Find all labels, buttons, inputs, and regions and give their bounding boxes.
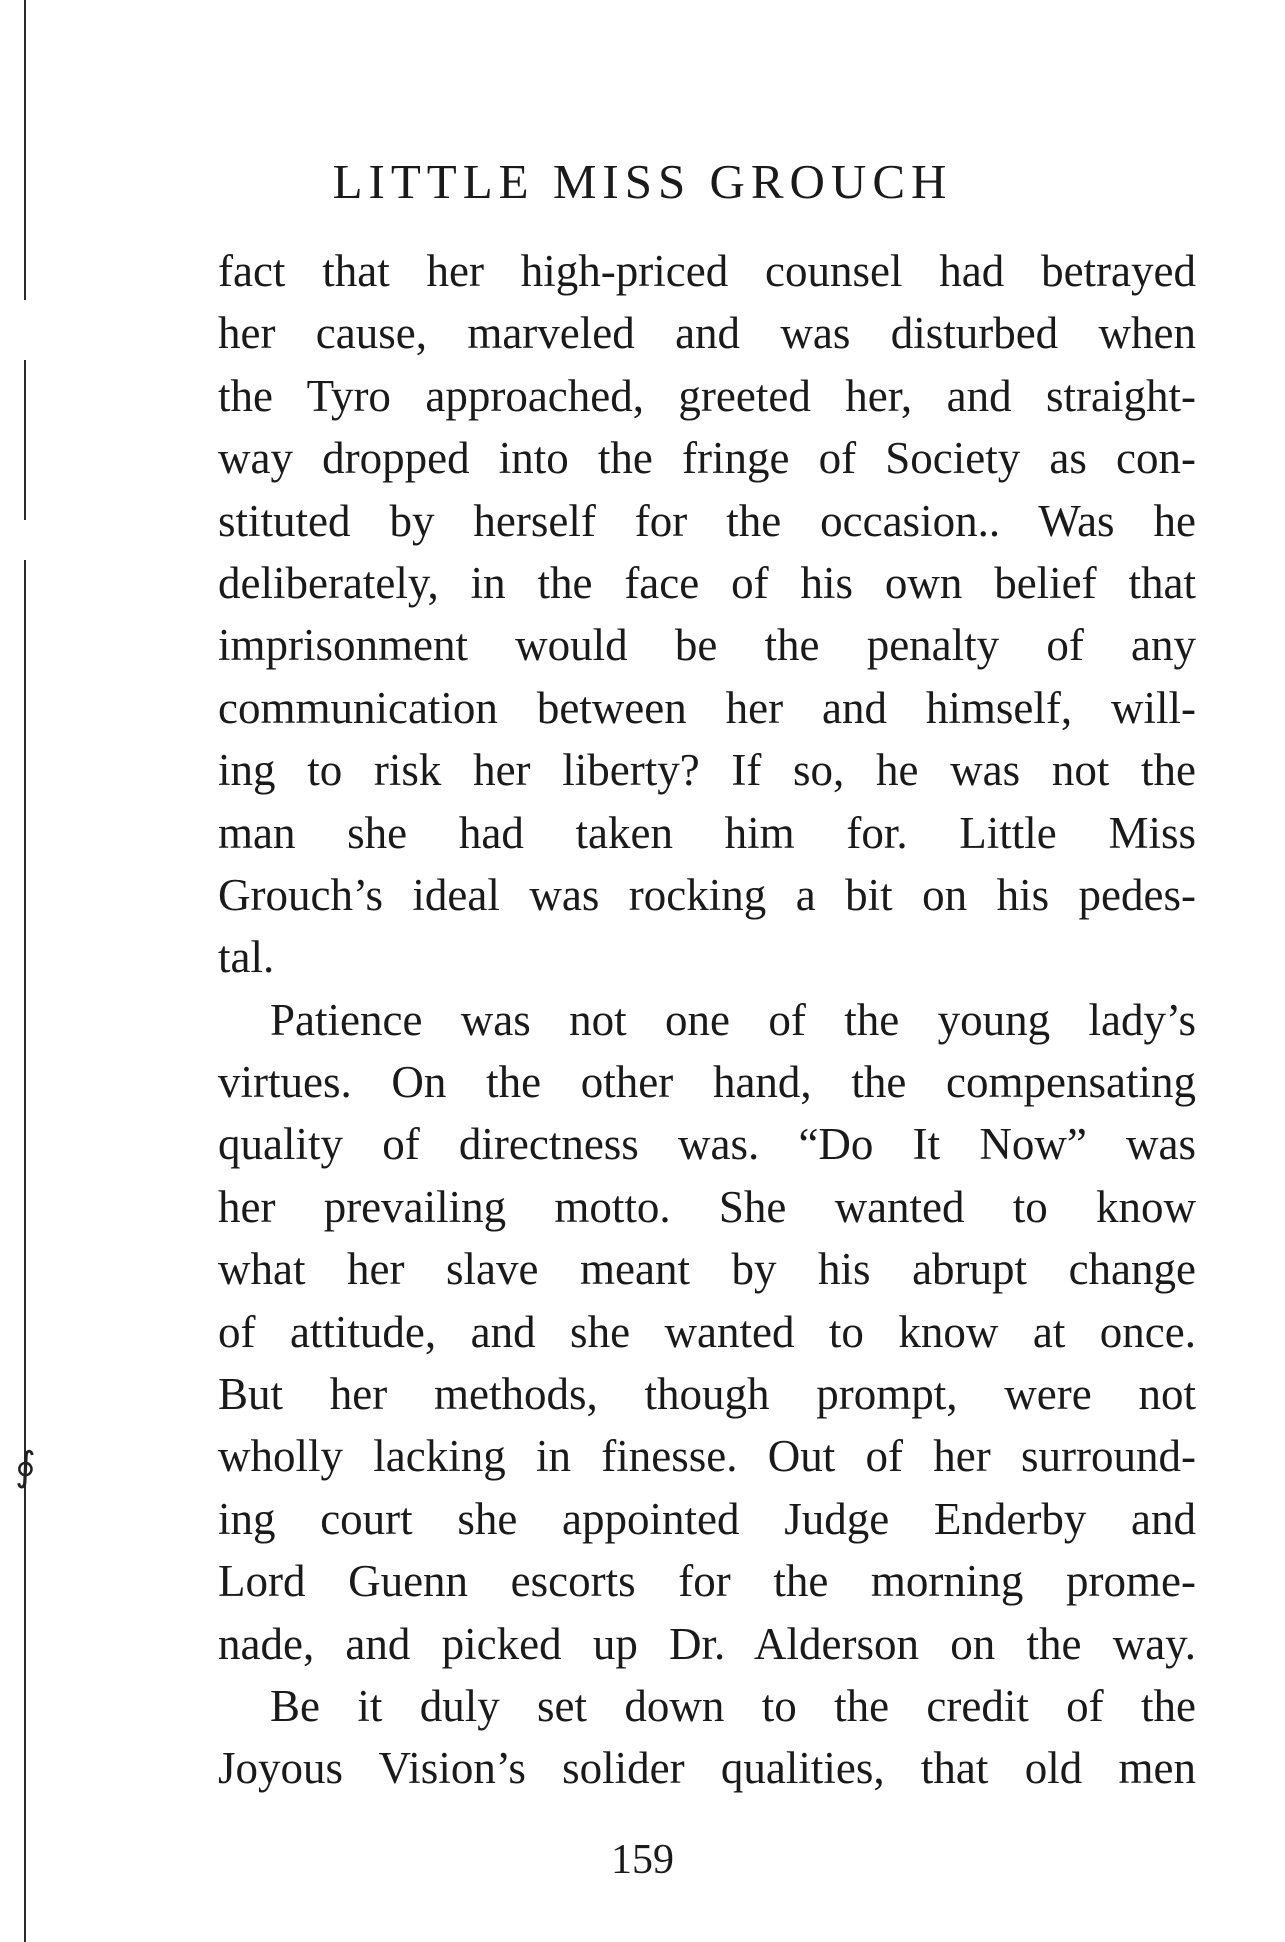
page-number: 159 (611, 1837, 674, 1883)
text-line: Grouch’s ideal was rocking a bit on his pedes- (218, 869, 1196, 920)
text-line: ing court she appointed Judge Enderby and (218, 1493, 1196, 1544)
body-text (218, 240, 1196, 1800)
text-line: But her methods, though prompt, were not (218, 1369, 1196, 1420)
text-line: imprisonment would be the penalty of any (218, 620, 1196, 671)
text-line: wholly lacking in finesse. Out of her surround- (218, 1431, 1196, 1482)
text-line: the Tyro approached, greeted her, and straight- (218, 370, 1196, 421)
text-line: way dropped into the fringe of Society as con- (218, 433, 1196, 484)
text-line: tal. (218, 932, 275, 983)
running-head: LITTLE MISS GROUCH (332, 154, 953, 209)
text-line: Joyous Vision’s solider qualities, that old men (218, 1743, 1196, 1794)
text-line: communication between her and himself, will- (218, 682, 1196, 733)
paragraph-start-line: Be it duly set down to the credit of the (270, 1680, 1196, 1731)
text-line: man she had taken him for. Little Miss (218, 807, 1196, 858)
text-line: Lord Guenn escorts for the morning prome- (218, 1556, 1196, 1607)
text-line: of attitude, and she wanted to know at once. (218, 1306, 1196, 1357)
text-line: her prevailing motto. She wanted to know (218, 1181, 1196, 1232)
text-line: stituted by herself for the occasion.. Was he (218, 495, 1196, 546)
text-line: what her slave meant by his abrupt change (218, 1244, 1196, 1295)
text-line: deliberately, in the face of his own belief that (218, 557, 1196, 608)
text-line: virtues. On the other hand, the compensating (218, 1057, 1196, 1108)
text-line: nade, and picked up Dr. Alderson on the way. (218, 1618, 1196, 1669)
margin-mark: ∮ (15, 1444, 36, 1489)
text-line: ing to risk her liberty? If so, he was not the (218, 745, 1196, 796)
page-gutter-edge (24, 0, 26, 1942)
text-line: fact that her high-priced counsel had betrayed (218, 246, 1196, 296)
paragraph-start-line: Patience was not one of the young lady’s (270, 994, 1196, 1045)
text-line: quality of directness was. “Do It Now” was (218, 1119, 1196, 1170)
text-line: her cause, marveled and was disturbed when (218, 308, 1196, 359)
